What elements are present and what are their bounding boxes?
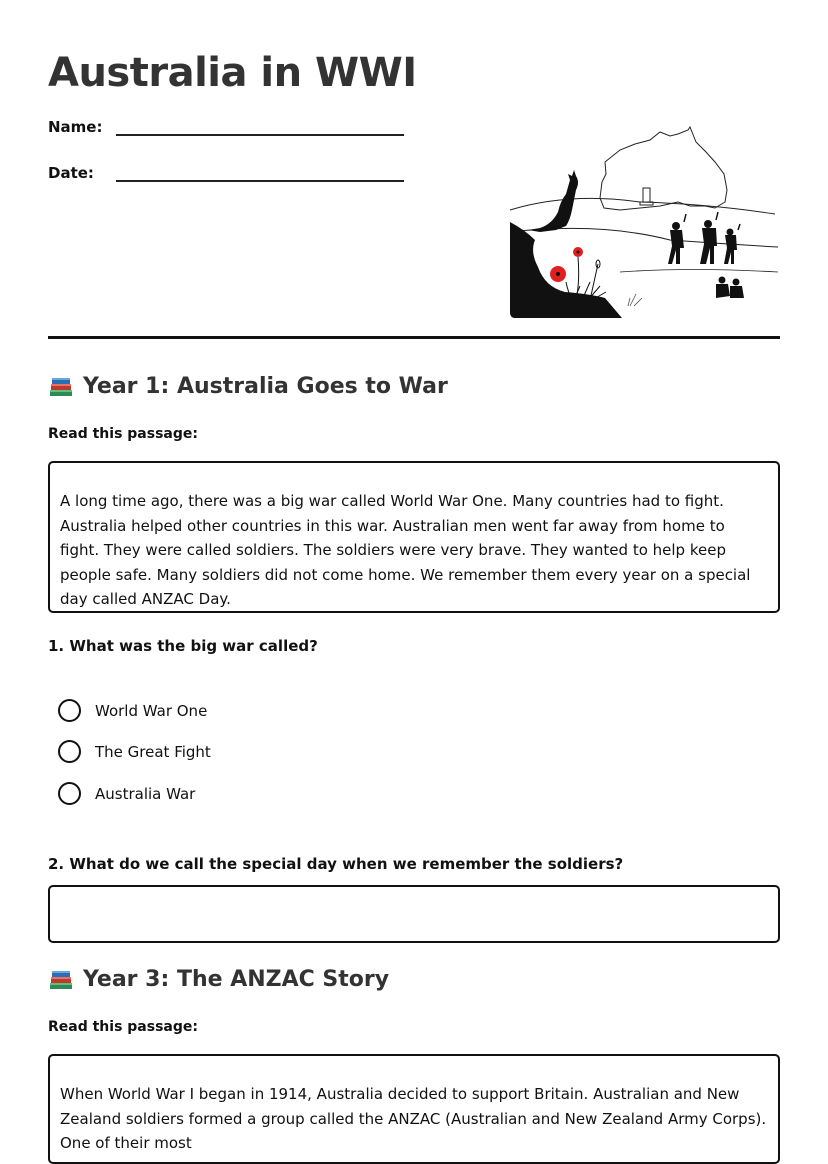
- q1-option-3-radio[interactable]: [58, 782, 81, 805]
- near-hill: [510, 228, 778, 247]
- date-label: Date:: [48, 164, 94, 182]
- header-divider: [48, 336, 780, 339]
- marching-soldiers: [668, 212, 740, 264]
- page-title: Australia in WWI: [48, 50, 417, 96]
- cliff-silhouette: [510, 222, 622, 318]
- australia-outline: [600, 127, 727, 210]
- q1-option-2-radio[interactable]: [58, 740, 81, 763]
- q1-option-3-label: Australia War: [95, 784, 196, 803]
- year1-passage: A long time ago, there was a big war called World War One. Many countries had to fight. Australia helped other countries in this war. Australian men went far away from home to fight. They were called soldiers. The soldiers were very brave. They wanted to help keep people safe. Many soldiers did not come home. We remember them every year on a special day called ANZAC Day.: [48, 461, 780, 613]
- year1-heading: [48, 374, 448, 399]
- kneeling-soldiers: [716, 277, 744, 299]
- memorial: [643, 188, 650, 202]
- q1-option-3[interactable]: [58, 782, 195, 805]
- year3-read-label: Read this passage:: [48, 1019, 198, 1035]
- name-field-row: [48, 116, 404, 136]
- year1-question-2: 2. What do we call the special day when we remember the soldiers?: [48, 855, 624, 873]
- q1-option-2-label: The Great Fight: [95, 742, 211, 761]
- books-icon: [48, 968, 74, 992]
- anzac-illustration: [510, 122, 780, 322]
- year3-heading-text: Year 3: The ANZAC Story: [83, 967, 390, 992]
- name-label: Name:: [48, 118, 103, 136]
- q1-option-1-radio[interactable]: [58, 699, 81, 722]
- year1-question-1: 1. What was the big war called?: [48, 637, 318, 655]
- q1-option-2[interactable]: [58, 740, 211, 763]
- q1-option-1[interactable]: [58, 699, 207, 722]
- q1-option-1-label: World War One: [95, 701, 208, 720]
- year3-heading: [48, 967, 389, 992]
- date-input[interactable]: [116, 162, 404, 182]
- books-icon: [48, 375, 74, 399]
- year3-passage: When World War I began in 1914, Australia decided to support Britain. Australian and New Zealand soldiers formed a group called the ANZAC (Australian and New Zealand Army Corps). One of their most: [48, 1054, 780, 1164]
- year1-read-label: Read this passage:: [48, 426, 198, 442]
- name-input[interactable]: [116, 116, 404, 136]
- ground-line: [620, 270, 778, 273]
- q2-answer-box[interactable]: [48, 885, 780, 943]
- year1-heading-text: Year 1: Australia Goes to War: [83, 374, 448, 399]
- date-field-row: [48, 162, 404, 182]
